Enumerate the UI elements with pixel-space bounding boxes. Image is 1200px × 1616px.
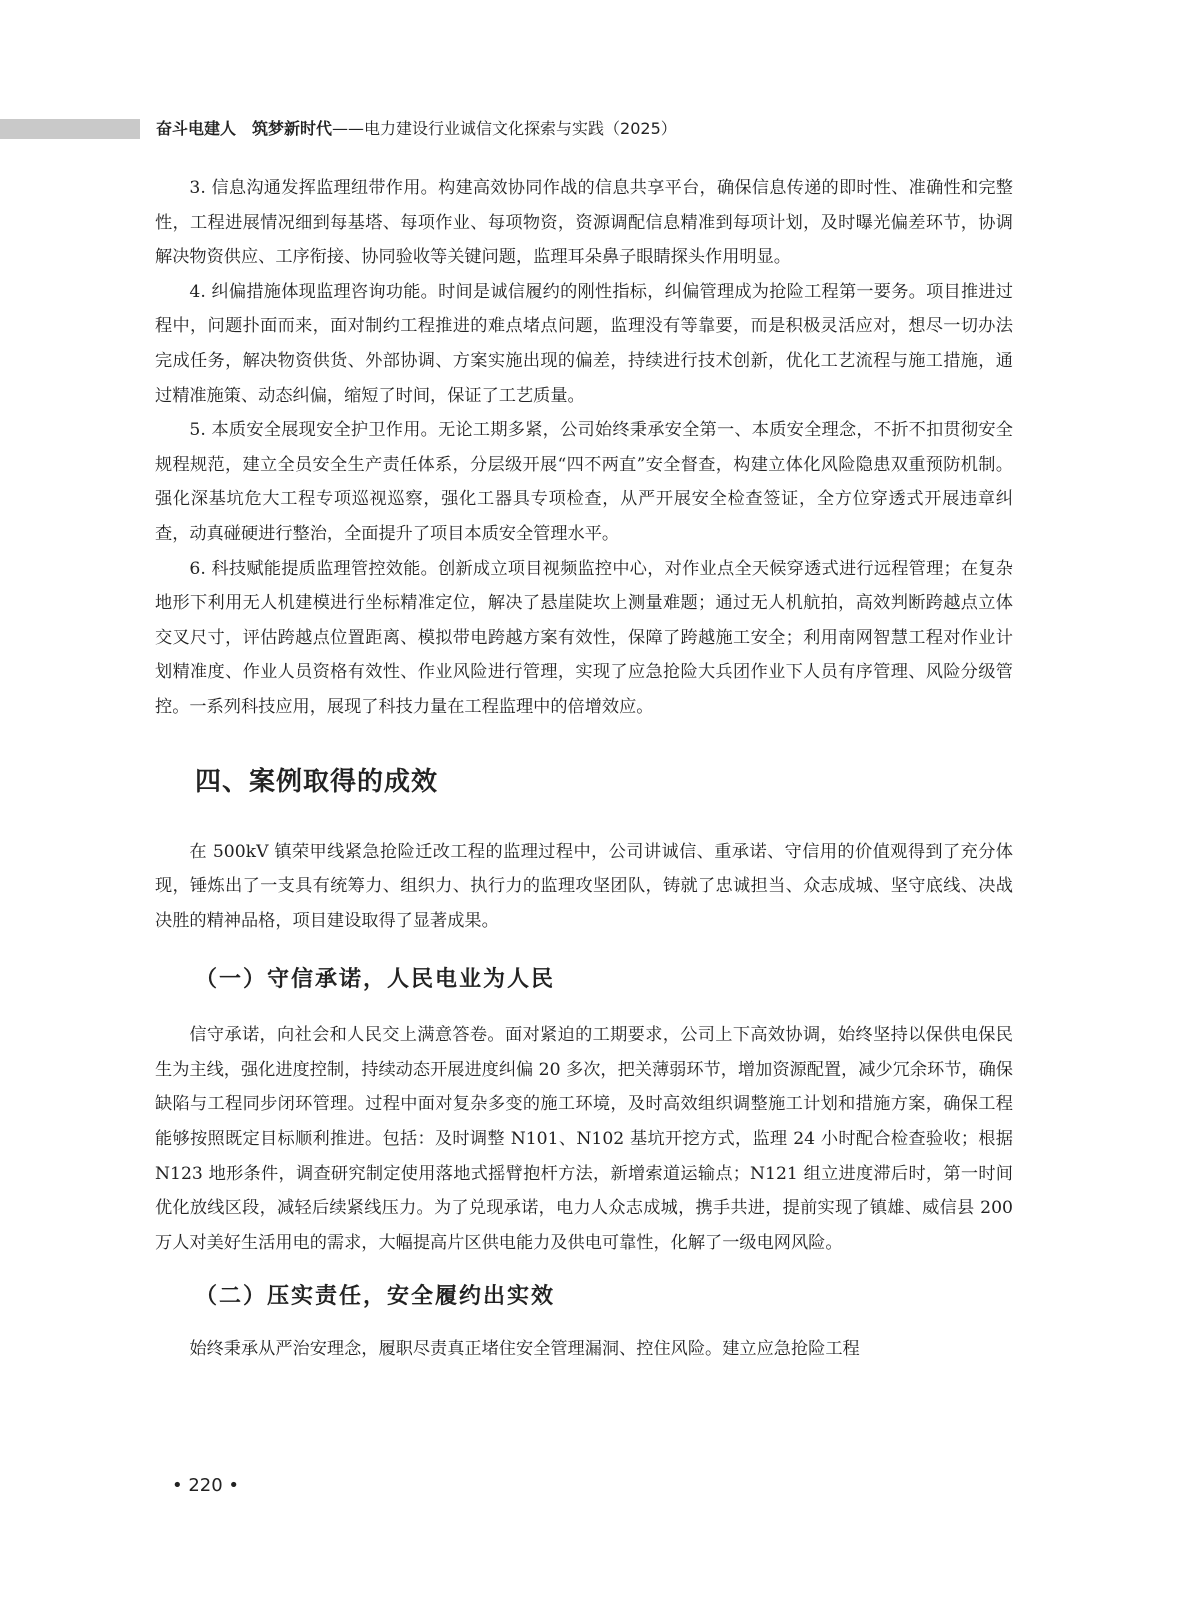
running-header <box>156 118 677 140</box>
paragraph-3: 3. 信息沟通发挥监理纽带作用。构建高效协同作战的信息共享平台，确保信息传递的即时性、准确性和完整性，工程进展情况细到每基塔、每项作业、每项物资，资源调配信息精准到每项计划，及时曝光偏差环节，协调解决物资供应、工序衔接、协同验收等关键问题，监理耳朵鼻子眼睛探头作用明显。 <box>155 178 1013 268</box>
paragraph-5: 5. 本质安全展现安全护卫作用。无论工期多紧，公司始终秉承安全第一、本质安全理念，不折不扣贯彻安全规程规范，建立全员安全生产责任体系，分层级开展“四不两直”安全督查，构建立体化风险隐患双重预防机制。强化深基坑危大工程专项巡视巡察，强化工器具专项检查，从严开展安全检查签证，全方位穿透式开展违章纠查，动真碰硬进行整治，全面提升了项目本质安全管理水平。 <box>155 420 1013 544</box>
paragraph-6: 6. 科技赋能提质监理管控效能。创新成立项目视频监控中心，对作业点全天候穿透式进行远程管理；在复杂地形下利用无人机建模进行坐标精准定位，解决了悬崖陡坎上测量难题；通过无人机航拍，高效判断跨越点立体交叉尺寸，评估跨越点位置距离、模拟带电跨越方案有效性，保障了跨越施工安全；利用南网智慧工程对作业计划精准度、作业人员资格有效性、作业风险进行管理，实现了应急抢险大兵团作业下人员有序管理、风险分级管控。一系列科技应用，展现了科技力量在工程监理中的倍增效应。 <box>155 558 1013 717</box>
running-header-subtitle: ——电力建设行业诚信文化探索与实践（2025） <box>332 119 677 138</box>
section-heading: 四、案例取得的成效 <box>195 766 439 797</box>
section-intro: 在 500kV 镇荣甲线紧急抢险迁改工程的监理过程中，公司讲诚信、重承诺、守信用的价值观得到了充分体现，锤炼出了一支具有统筹力、组织力、执行力的监理攻坚团队，铸就了忠诚担当、众志成城、坚守底线、决战决胜的精神品格，项目建设取得了显著成果。 <box>155 841 1013 931</box>
running-header-title-left: 奋斗电建人 <box>156 119 237 138</box>
page-number: • 220 • <box>172 1475 240 1496</box>
paragraph-4: 4. 纠偏措施体现监理咨询功能。时间是诚信履约的刚性指标，纠偏管理成为抢险工程第一要务。项目推进过程中，问题扑面而来，面对制约工程推进的难点堵点问题，监理没有等靠要，而是积极灵活应对，想尽一切办法完成任务，解决物资供货、外部协调、方案实施出现的偏差，持续进行技术创新，优化工艺流程与施工措施，通过精准施策、动态纠偏，缩短了时间，保证了工艺质量。 <box>155 281 1013 406</box>
header-decor-bar <box>0 119 140 139</box>
page-content <box>155 171 1013 1367</box>
subsection-body-1: 信守承诺，向社会和人民交上满意答卷。面对紧迫的工期要求，公司上下高效协调，始终坚持以保供电保民生为主线，强化进度控制，持续动态开展进度纠偏 20 多次，把关薄弱环节，增加资源配置，减少冗余环节，确保缺陷与工程同步闭环管理。过程中面对复杂多变的施工环境，及时高效组织调整施工计划和措施方案，确保工程能够按照既定目标顺利推进。包括：及时调整 N101、N102 基坑开挖方式，监理 24 小时配合检查验收；根据 N123 地形条件，调查研究制定使用落地式摇臂抱杆方法，新增索道运输点；N121 组立进度滞后时，第一时间优化放线区段，减轻后续紧线压力。为了兑现承诺，电力人众志成城，携手共进，提前实现了镇雄、威信县 200 万人对美好生活用电的需求，大幅提高片区供电能力及供电可靠性，化解了一级电网风险。 <box>155 1025 1013 1253</box>
running-header-title-mid: 筑梦新时代 <box>252 119 333 138</box>
subsection-body-2: 始终秉承从严治安理念，履职尽责真正堵住安全管理漏洞、控住风险。建立应急抢险工程 <box>189 1339 860 1360</box>
subsection-heading-1: （一）守信承诺，人民电业为人民 <box>195 966 556 993</box>
subsection-heading-2: （二）压实责任，安全履约出实效 <box>195 1283 556 1310</box>
